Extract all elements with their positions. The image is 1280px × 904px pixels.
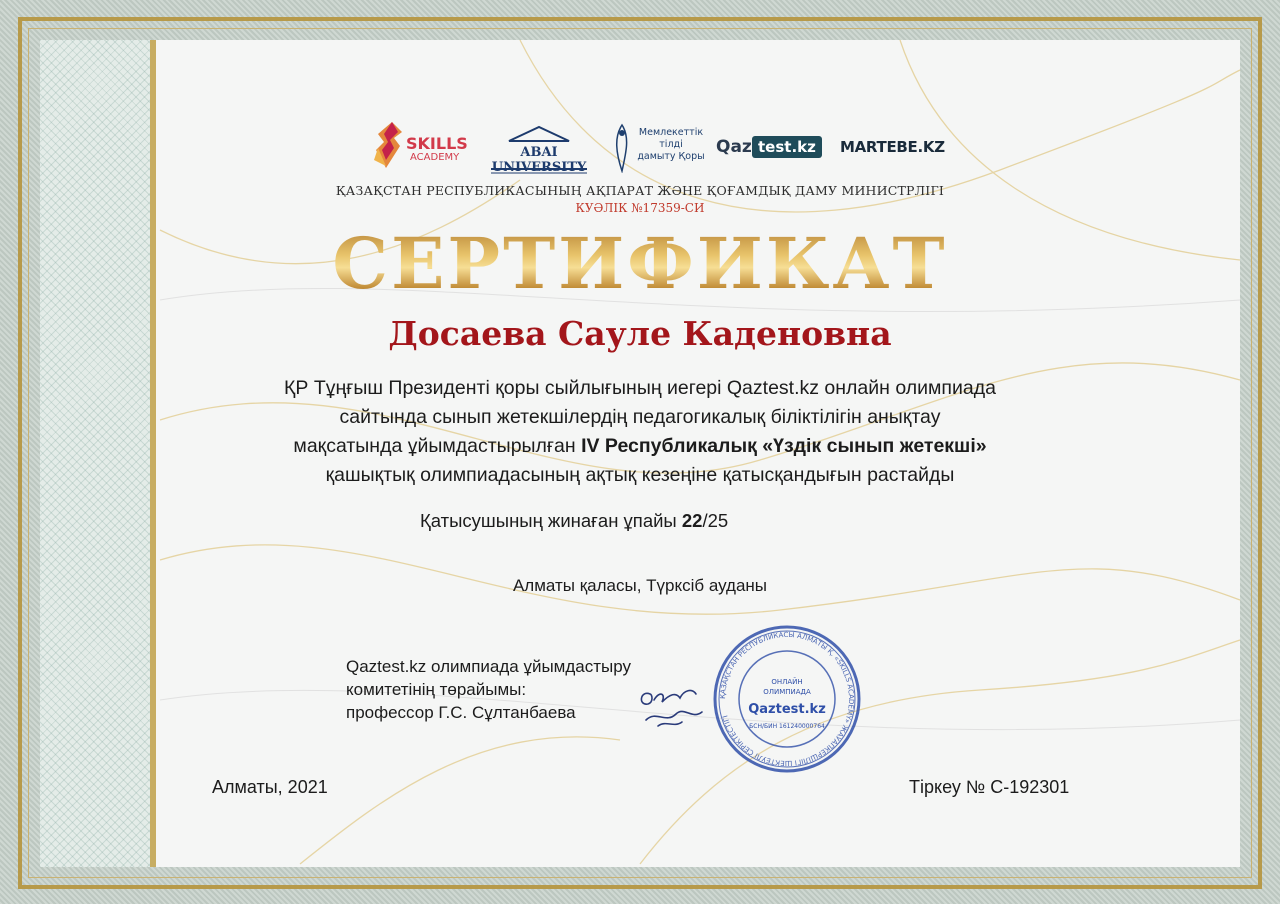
qaztest-right: test.kz [752,136,822,158]
qaztest-left: Qaz [716,137,752,157]
skills-academy-logo [372,120,472,172]
skills-word: SKILLS [406,134,468,153]
body-line-4: қашықтық олимпиадасының ақтық кезеңіне қатысқандығын растайды [325,464,955,486]
official-stamp-icon [712,624,862,774]
score-total: /25 [702,510,729,531]
score-label: Қатысушының жинаған ұпайы [420,510,682,531]
abai-word: ABAI UNIVERSITY [491,145,587,175]
score-value: 22 [681,510,703,531]
olympiad-name: IV Республикалық «Үздік сынып жетекші» [581,435,987,457]
certificate-title: СЕРТИФИКАТ [0,222,1280,305]
martebe-logo: MARTEBE.KZ [840,138,945,156]
stamp-qaztest: Qaztest.kz [748,702,826,717]
qaztest-logo [716,134,826,162]
ornamental-side-strip [40,40,156,867]
registration-number: Тіркеу № С-192301 [909,777,1070,797]
quill-icon [610,123,634,173]
signature-icon [636,680,708,732]
side-strip-gold-edge [150,40,156,867]
certificate-body [200,374,1080,490]
stamp-bin: БСН/БИН 161240000764 [749,723,825,730]
memlekettik-text [636,127,706,163]
stamp-olympiad: ОЛИМПИАДА [763,688,811,696]
skills-flame-icon [372,120,406,170]
memlekettik-til-logo [610,123,705,173]
body-line-3 [200,432,1080,461]
committee-line-1: Qaztest.kz олимпиада ұйымдастыру [346,657,632,676]
abai-university-logo [485,125,595,175]
mem-line-1: Мемлекеттік [638,127,704,138]
mem-line-3: дамыту Қоры [637,151,705,162]
license-number: КУӘЛІК №17359-СИ [575,201,705,215]
recipient-name: Досаева Сауле Каденовна [388,314,892,353]
ministry-line: ҚАЗАҚСТАН РЕСПУБЛИКАСЫНЫҢ АҚПАРАТ ЖӘНЕ ҚОҒАМДЫҚ ДАМУ МИНИСТРЛІГІ [335,183,945,198]
body-line-1: ҚР Тұңғыш Президенті қоры сыйлығының иегері Qaztest.kz онлайн олимпиада [284,377,996,399]
committee-line-2: комитетінің төрайымы: [346,680,527,699]
stamp-online: ОНЛАЙН [771,678,803,686]
skills-sub: ACADEMY [410,152,460,163]
location: Алматы қаласы, Түрксіб ауданы [512,576,768,595]
body-line-2: сайтында сынып жетекшілердің педагогикалық біліктілігін анықтау [339,406,941,428]
body-line-3-prefix: мақсатында ұйымдастырылған [293,435,582,457]
mem-line-2: тілді [659,139,683,150]
city-year: Алматы, 2021 [212,777,328,797]
score-line [420,510,728,532]
stamp-ring-text: ҚАЗАҚСТАН РЕСПУБЛИКАСЫ АЛМАТЫ Қ. «SKILLS ACADEMY» ЖАУАПКЕРШІЛІГІ ШЕКТЕУЛІ СЕРІКТЕСТІГІ [718,630,856,768]
committee-block [346,655,631,724]
committee-line-3: профессор Г.С. Сұлтанбаева [346,703,576,722]
